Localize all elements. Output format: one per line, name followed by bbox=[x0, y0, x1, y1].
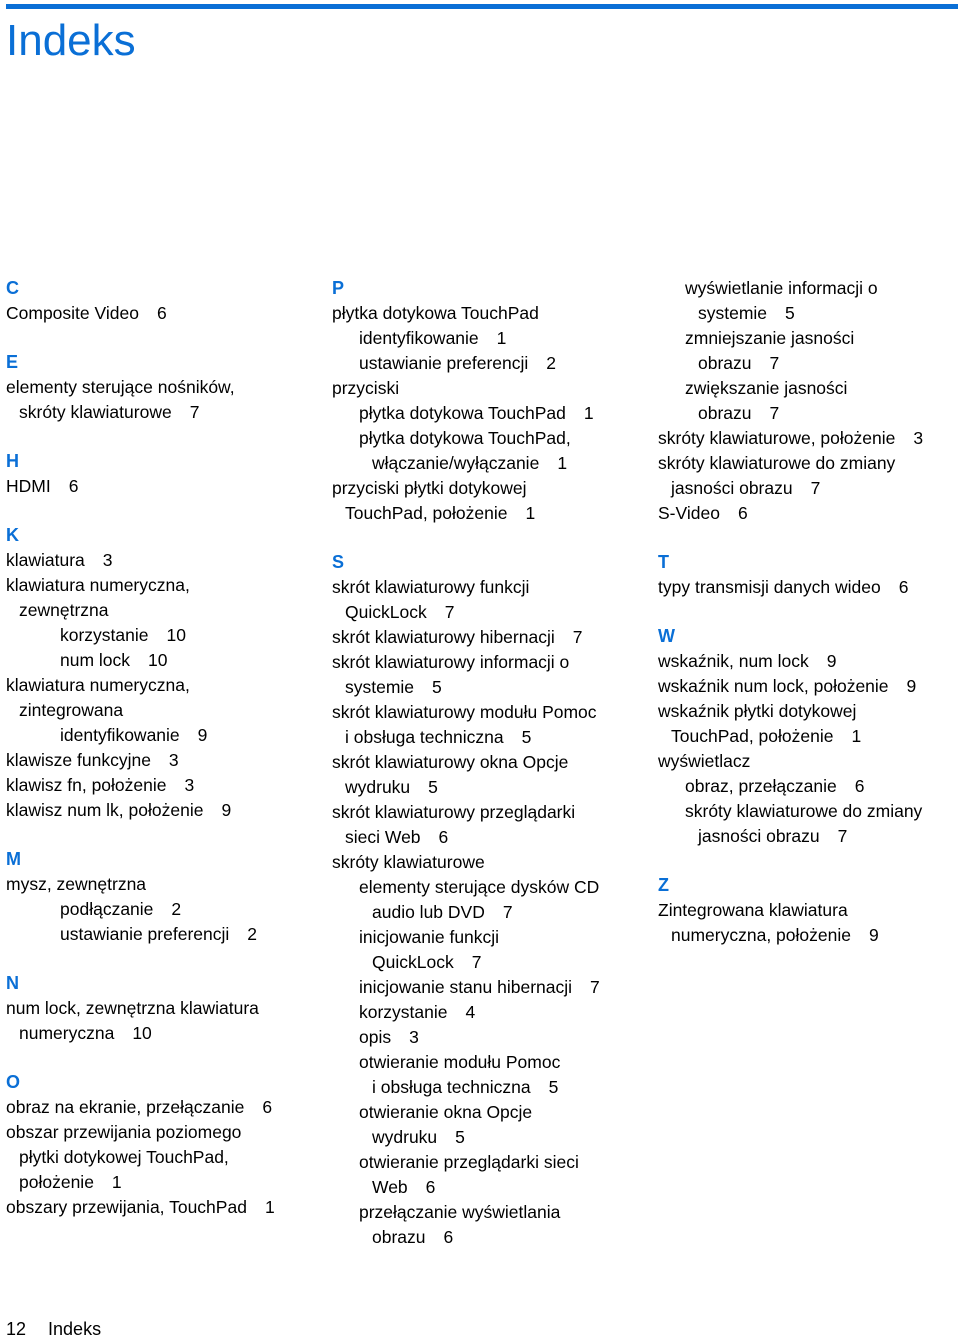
page-reference[interactable]: 1 bbox=[525, 503, 536, 523]
section-letter: W bbox=[658, 626, 675, 646]
page-reference[interactable]: 6 bbox=[156, 303, 167, 323]
index-entry bbox=[658, 451, 958, 501]
section-letter: H bbox=[6, 451, 19, 471]
index-column-1 bbox=[6, 276, 306, 1244]
page-reference[interactable]: 6 bbox=[68, 476, 79, 496]
page-reference[interactable]: 9 bbox=[197, 725, 208, 745]
index-entry bbox=[6, 548, 306, 573]
index-entry bbox=[6, 922, 306, 947]
entry-text: skrót klawiaturowy funkcji bbox=[332, 577, 530, 597]
entry-text: obszar przewijania poziomego bbox=[6, 1122, 242, 1142]
page-reference[interactable]: 7 bbox=[444, 602, 455, 622]
index-entry bbox=[658, 898, 958, 948]
index-entry bbox=[332, 1050, 632, 1100]
entry-text: klawisze funkcyjne bbox=[6, 750, 151, 770]
entry-text: skrót klawiaturowy hibernacji bbox=[332, 627, 555, 647]
entry-text: klawiatura numeryczna, bbox=[6, 675, 190, 695]
index-entry bbox=[6, 872, 306, 897]
index-entry bbox=[332, 1200, 632, 1250]
index-entry bbox=[332, 800, 632, 850]
page-reference[interactable]: 6 bbox=[425, 1177, 436, 1197]
index-section bbox=[6, 449, 306, 499]
page-reference[interactable]: 3 bbox=[184, 775, 195, 795]
entry-text: elementy sterujące dysków CD bbox=[359, 877, 600, 897]
page-reference[interactable]: 5 bbox=[521, 727, 532, 747]
page-reference[interactable]: 5 bbox=[785, 303, 795, 323]
footer-page-number: 12 bbox=[6, 1319, 27, 1339]
entry-text: sieci Web bbox=[345, 827, 421, 847]
index-entry bbox=[6, 673, 306, 723]
page-reference[interactable]: 6 bbox=[262, 1097, 273, 1117]
index-section bbox=[6, 350, 306, 425]
index-section bbox=[658, 624, 958, 849]
entry-text: opis bbox=[359, 1027, 392, 1047]
index-entry bbox=[658, 376, 958, 426]
entry-text: obrazu bbox=[698, 403, 752, 423]
section-letter: Z bbox=[658, 875, 669, 895]
page-reference[interactable]: 7 bbox=[590, 977, 600, 997]
index-entry bbox=[332, 750, 632, 800]
entry-text: ustawianie preferencji bbox=[359, 353, 529, 373]
entry-text: obrazu bbox=[698, 353, 752, 373]
section-letter: K bbox=[6, 525, 19, 545]
entry-text: podłączanie bbox=[60, 899, 154, 919]
entry-text: położenie bbox=[19, 1172, 94, 1192]
index-entry bbox=[332, 1025, 632, 1050]
entry-text: num lock, zewnętrzna klawiatura bbox=[6, 998, 259, 1018]
entry-text: wyświetlanie informacji o bbox=[685, 278, 878, 298]
page-reference[interactable]: 1 bbox=[496, 328, 507, 348]
entry-text: przyciski płytki dotykowej bbox=[332, 478, 527, 498]
entry-text: ustawianie preferencji bbox=[60, 924, 230, 944]
index-entry bbox=[6, 723, 306, 748]
entry-text: Composite Video bbox=[6, 303, 139, 323]
index-entry bbox=[332, 1100, 632, 1150]
entry-text: audio lub DVD bbox=[372, 902, 485, 922]
index-section bbox=[6, 523, 306, 823]
header-rule bbox=[6, 4, 958, 9]
entry-text: zmniejszanie jasności bbox=[685, 328, 855, 348]
page-reference[interactable]: 3 bbox=[913, 428, 924, 448]
entry-text: zintegrowana bbox=[19, 700, 124, 720]
index-entry bbox=[658, 575, 958, 600]
index-entry bbox=[658, 749, 958, 774]
page-reference[interactable]: 10 bbox=[148, 650, 168, 670]
entry-text: płytki dotykowej TouchPad, bbox=[19, 1147, 229, 1167]
index-entry bbox=[332, 351, 632, 376]
entry-text: wskaźnik num lock, położenie bbox=[658, 676, 889, 696]
index-section bbox=[6, 971, 306, 1046]
page-reference[interactable]: 7 bbox=[189, 402, 200, 422]
page-reference[interactable]: 6 bbox=[854, 776, 865, 796]
index-entry bbox=[6, 474, 306, 499]
entry-text: klawisz num lk, położenie bbox=[6, 800, 204, 820]
index-entry bbox=[6, 648, 306, 673]
page-reference[interactable]: 7 bbox=[837, 826, 848, 846]
page-reference[interactable]: 5 bbox=[548, 1077, 559, 1097]
entry-text: skrót klawiaturowy okna Opcje bbox=[332, 752, 569, 772]
page-reference[interactable]: 5 bbox=[432, 677, 442, 697]
entry-text: identyfikowanie bbox=[60, 725, 180, 745]
page-footer bbox=[6, 1317, 101, 1341]
entry-text: skróty klawiaturowe, położenie bbox=[658, 428, 896, 448]
index-entry bbox=[6, 1120, 306, 1195]
entry-text: obszary przewijania, TouchPad bbox=[6, 1197, 247, 1217]
entry-text: i obsługa techniczna bbox=[345, 727, 504, 747]
entry-text: obraz na ekranie, przełączanie bbox=[6, 1097, 245, 1117]
entry-text: skróty klawiaturowe bbox=[332, 852, 485, 872]
index-entry bbox=[658, 501, 958, 526]
entry-text: skrót klawiaturowy przeglądarki bbox=[332, 802, 576, 822]
footer-section-name: Indeks bbox=[48, 1319, 102, 1339]
entry-text: korzystanie bbox=[359, 1002, 448, 1022]
index-entry bbox=[332, 875, 632, 925]
entry-text: włączanie/wyłączanie bbox=[372, 453, 540, 473]
page-title: Indeks bbox=[6, 16, 136, 65]
page-reference[interactable]: 9 bbox=[826, 651, 837, 671]
section-letter: S bbox=[332, 552, 345, 572]
index-entry bbox=[332, 376, 632, 401]
entry-text: num lock bbox=[60, 650, 131, 670]
entry-text: skrót klawiaturowy modułu Pomoc bbox=[332, 702, 597, 722]
entry-text: jasności obrazu bbox=[671, 478, 793, 498]
page-reference[interactable]: 7 bbox=[572, 627, 583, 647]
entry-text: otwieranie przeglądarki sieci bbox=[359, 1152, 579, 1172]
page-reference[interactable]: 4 bbox=[465, 1002, 476, 1022]
entry-text: otwieranie okna Opcje bbox=[359, 1102, 533, 1122]
section-letter: M bbox=[6, 849, 21, 869]
entry-text: skróty klawiaturowe do zmiany bbox=[685, 801, 923, 821]
index-entry bbox=[332, 650, 632, 700]
index-entry bbox=[332, 925, 632, 975]
entry-text: otwieranie modułu Pomoc bbox=[359, 1052, 561, 1072]
entry-text: QuickLock bbox=[372, 952, 454, 972]
index-section bbox=[658, 873, 958, 948]
page-reference[interactable]: 7 bbox=[769, 353, 780, 373]
entry-text: klawiatura numeryczna, bbox=[6, 575, 190, 595]
entry-text: wskaźnik płytki dotykowej bbox=[658, 701, 857, 721]
page-reference[interactable]: 9 bbox=[221, 800, 232, 820]
entry-text: QuickLock bbox=[345, 602, 427, 622]
index-entry bbox=[658, 426, 958, 451]
index-entry bbox=[6, 897, 306, 922]
entry-text: korzystanie bbox=[60, 625, 149, 645]
entry-text: klawiatura bbox=[6, 550, 85, 570]
index-entry bbox=[6, 375, 306, 425]
index-entry bbox=[6, 301, 306, 326]
index-entry bbox=[658, 774, 958, 799]
entry-text: wydruku bbox=[372, 1127, 438, 1147]
section-letter: C bbox=[6, 278, 19, 298]
page-reference[interactable]: 1 bbox=[264, 1197, 275, 1217]
page-reference[interactable]: 6 bbox=[443, 1227, 454, 1247]
entry-text: numeryczna bbox=[19, 1023, 115, 1043]
entry-text: skróty klawiaturowe do zmiany bbox=[658, 453, 896, 473]
page-reference[interactable]: 1 bbox=[851, 726, 862, 746]
entry-text: zwiększanie jasności bbox=[685, 378, 848, 398]
index-section bbox=[6, 1070, 306, 1220]
page-reference[interactable]: 2 bbox=[247, 924, 257, 944]
page-reference[interactable]: 9 bbox=[906, 676, 917, 696]
index-section bbox=[6, 847, 306, 947]
index-entry bbox=[6, 996, 306, 1046]
page-reference[interactable]: 6 bbox=[737, 503, 748, 523]
index-entry bbox=[332, 850, 632, 875]
entry-text: obrazu bbox=[372, 1227, 426, 1247]
entry-text: inicjowanie funkcji bbox=[359, 927, 500, 947]
entry-text: systemie bbox=[345, 677, 415, 697]
index-entry bbox=[6, 748, 306, 773]
entry-text: zewnętrzna bbox=[19, 600, 109, 620]
entry-text: obraz, przełączanie bbox=[685, 776, 837, 796]
entry-text: S-Video bbox=[658, 503, 720, 523]
entry-text: skróty klawiaturowe bbox=[19, 402, 172, 422]
index-entry bbox=[658, 799, 958, 849]
page-reference[interactable]: 1 bbox=[557, 453, 568, 473]
page-reference[interactable]: 3 bbox=[168, 750, 179, 770]
index-entry bbox=[658, 699, 958, 749]
index-entry bbox=[332, 700, 632, 750]
index-section bbox=[332, 550, 632, 1250]
entry-text: wyświetlacz bbox=[658, 751, 751, 771]
entry-text: mysz, zewnętrzna bbox=[6, 874, 147, 894]
entry-text: numeryczna, położenie bbox=[671, 925, 851, 945]
index-section bbox=[658, 550, 958, 600]
index-entry bbox=[332, 1150, 632, 1200]
entry-text: Web bbox=[372, 1177, 408, 1197]
page-reference[interactable]: 10 bbox=[132, 1023, 152, 1043]
index-entry bbox=[658, 649, 958, 674]
entry-text: elementy sterujące nośników, bbox=[6, 377, 235, 397]
index-entry bbox=[332, 401, 632, 426]
section-letter: N bbox=[6, 973, 19, 993]
index-entry bbox=[6, 573, 306, 623]
page-reference[interactable]: 9 bbox=[868, 925, 879, 945]
index-entry bbox=[332, 575, 632, 625]
entry-text: Zintegrowana klawiatura bbox=[658, 900, 848, 920]
section-letter: O bbox=[6, 1072, 21, 1092]
index-section bbox=[332, 276, 632, 526]
page-reference[interactable]: 3 bbox=[409, 1027, 419, 1047]
entry-text: jasności obrazu bbox=[698, 826, 820, 846]
index-entry bbox=[658, 674, 958, 699]
index-entry bbox=[332, 476, 632, 526]
entry-text: płytka dotykowa TouchPad bbox=[359, 403, 566, 423]
page-reference[interactable]: 2 bbox=[171, 899, 182, 919]
page-reference[interactable]: 7 bbox=[769, 403, 780, 423]
entry-text: TouchPad, położenie bbox=[345, 503, 508, 523]
index-entry bbox=[658, 326, 958, 376]
page-reference[interactable]: 1 bbox=[583, 403, 594, 423]
page-reference[interactable]: 7 bbox=[471, 952, 482, 972]
page-reference[interactable]: 1 bbox=[111, 1172, 122, 1192]
index-entry bbox=[6, 773, 306, 798]
page-reference[interactable]: 7 bbox=[502, 902, 513, 922]
page-reference[interactable]: 2 bbox=[546, 353, 556, 373]
entry-text: skrót klawiaturowy informacji o bbox=[332, 652, 570, 672]
entry-text: inicjowanie stanu hibernacji bbox=[359, 977, 573, 997]
page-reference[interactable]: 6 bbox=[898, 577, 909, 597]
index-entry bbox=[332, 975, 632, 1000]
entry-text: klawisz fn, położenie bbox=[6, 775, 167, 795]
index-column-2 bbox=[332, 276, 632, 1274]
entry-text: typy transmisji danych wideo bbox=[658, 577, 881, 597]
index-section bbox=[658, 276, 958, 526]
page-reference[interactable]: 7 bbox=[810, 478, 821, 498]
index-entry bbox=[658, 276, 958, 326]
entry-text: identyfikowanie bbox=[359, 328, 479, 348]
entry-text: i obsługa techniczna bbox=[372, 1077, 531, 1097]
index-entry bbox=[332, 326, 632, 351]
index-entry bbox=[6, 623, 306, 648]
entry-text: płytka dotykowa TouchPad bbox=[332, 303, 539, 323]
index-entry bbox=[6, 1195, 306, 1220]
index-section bbox=[6, 276, 306, 326]
entry-text: płytka dotykowa TouchPad, bbox=[359, 428, 571, 448]
entry-text: przełączanie wyświetlania bbox=[359, 1202, 561, 1222]
section-letter: P bbox=[332, 278, 345, 298]
section-letter: T bbox=[658, 552, 669, 572]
index-entry bbox=[332, 625, 632, 650]
page-reference[interactable]: 5 bbox=[455, 1127, 465, 1147]
page-reference[interactable]: 10 bbox=[166, 625, 186, 645]
index-entry bbox=[6, 1095, 306, 1120]
page-reference[interactable]: 6 bbox=[438, 827, 449, 847]
entry-text: HDMI bbox=[6, 476, 51, 496]
index-entry bbox=[332, 426, 632, 476]
page-reference[interactable]: 5 bbox=[428, 777, 438, 797]
entry-text: systemie bbox=[698, 303, 768, 323]
entry-text: przyciski bbox=[332, 378, 400, 398]
index-entry bbox=[332, 301, 632, 326]
entry-text: wskaźnik, num lock bbox=[658, 651, 809, 671]
section-letter: E bbox=[6, 352, 19, 372]
page-reference[interactable]: 3 bbox=[102, 550, 113, 570]
index-entry bbox=[332, 1000, 632, 1025]
entry-text: TouchPad, położenie bbox=[671, 726, 834, 746]
index-column-3 bbox=[658, 276, 958, 972]
entry-text: wydruku bbox=[345, 777, 411, 797]
index-entry bbox=[6, 798, 306, 823]
